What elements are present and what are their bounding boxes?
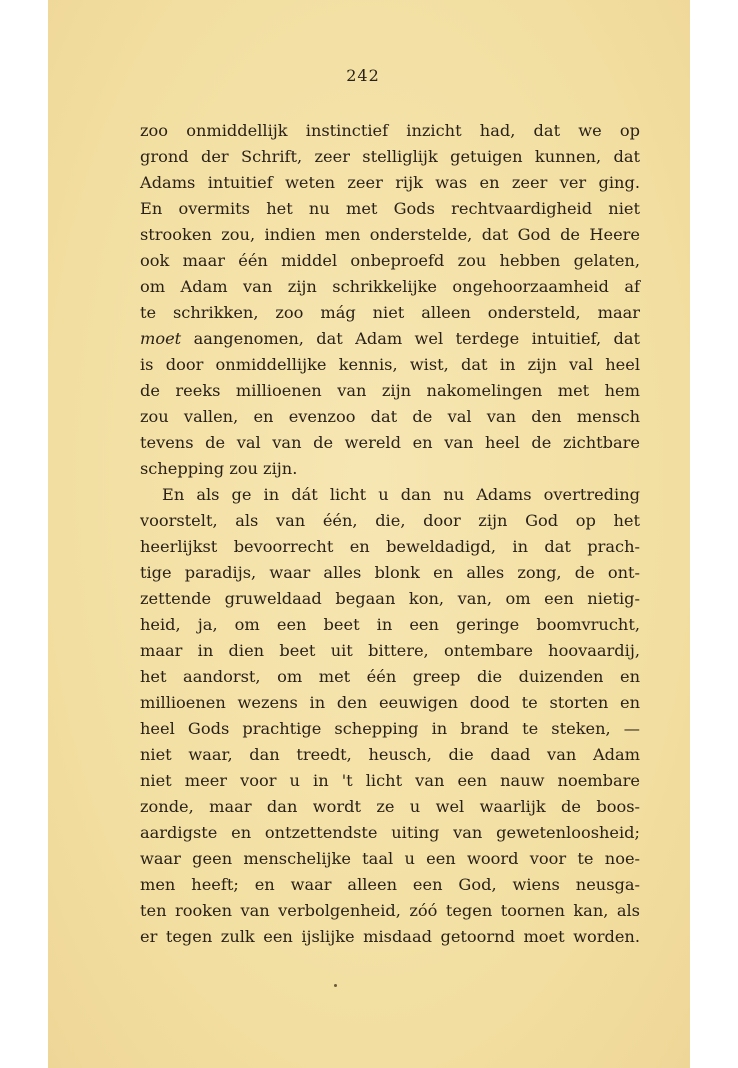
text-line: tige paradijs, waar alles blonk en alles zong, de ont-: [140, 563, 640, 582]
text-line: ten rooken van verbolgenheid, zóó tegen toornen kan, als: [140, 901, 640, 920]
text-line: niet meer voor u in 't licht van een nauw noembare: [140, 771, 640, 790]
text-line: millioenen wezens in den eeuwigen dood te storten en: [140, 693, 640, 712]
text-line: heid, ja, om een beet in een geringe boomvrucht,: [140, 615, 640, 634]
left-margin: [0, 0, 48, 1068]
paragraph-start-line: En als ge in dát licht u dan nu Adams overtreding: [162, 485, 640, 504]
text-line: Adams intuitief weten zeer rijk was en zeer ver ging.: [140, 173, 640, 192]
text-line: zonde, maar dan wordt ze u wel waarlijk de boos-: [140, 797, 640, 816]
text-line: de reeks millioenen van zijn nakomelingen met hem: [140, 381, 640, 400]
text-line: ook maar één middel onbeproefd zou hebben gelaten,: [140, 251, 640, 270]
right-margin: [690, 0, 738, 1068]
paragraph-end-line: schepping zou zijn.: [140, 459, 298, 478]
text-line: zettende gruweldaad begaan kon, van, om een nietig-: [140, 589, 640, 608]
text-line: strooken zou, indien men onderstelde, dat God de Heere: [140, 225, 640, 244]
text-line: grond der Schrift, zeer stelliglijk getuigen kunnen, dat: [140, 147, 640, 166]
text-line: te schrikken, zoo mág niet alleen ondersteld, maar: [140, 303, 640, 322]
text-line: waar geen menschelijke taal u een woord voor te noe-: [140, 849, 640, 868]
text-line: maar in dien beet uit bittere, ontembare hoovaardij,: [140, 641, 640, 660]
text-line: heerlijkst bevoorrecht en beweldadigd, in dat prach-: [140, 537, 640, 556]
text-line: het aandorst, om met één greep die duizenden en: [140, 667, 640, 686]
body-text: [140, 118, 640, 950]
text-line: is door onmiddellijke kennis, wist, dat in zijn val heel: [140, 355, 640, 374]
text-line: tevens de val van de wereld en van heel de zichtbare: [140, 433, 640, 452]
text-line: En overmits het nu met Gods rechtvaardigheid niet: [140, 199, 640, 218]
text-line: zou vallen, en evenzoo dat de val van den mensch: [140, 407, 640, 426]
text-line: niet waar, dan treedt, heusch, die daad van Adam: [140, 745, 640, 764]
ink-speck: [334, 984, 337, 987]
page-number: 242: [346, 66, 380, 85]
book-page: [48, 0, 690, 1068]
text-line: er tegen zulk een ijslijke misdaad getoornd moet worden.: [140, 927, 640, 946]
text-line: om Adam van zijn schrikkelijke ongehoorzaamheid af: [140, 277, 640, 296]
text-line: zoo onmiddellijk instinctief inzicht had, dat we op: [140, 121, 640, 140]
text-line: aardigste en ontzettendste uiting van gewetenloosheid;: [140, 823, 640, 842]
text-line-rest: aangenomen, dat Adam wel terdege intuitief, dat: [193, 329, 641, 348]
text-line: heel Gods prachtige schepping in brand te steken, —: [140, 719, 640, 738]
text-line: voorstelt, als van één, die, door zijn God op het: [140, 511, 640, 530]
text-line: men heeft; en waar alleen een God, wiens neusga-: [140, 875, 640, 894]
text-line-with-italic: [140, 326, 640, 352]
italic-word: moet: [140, 329, 182, 348]
